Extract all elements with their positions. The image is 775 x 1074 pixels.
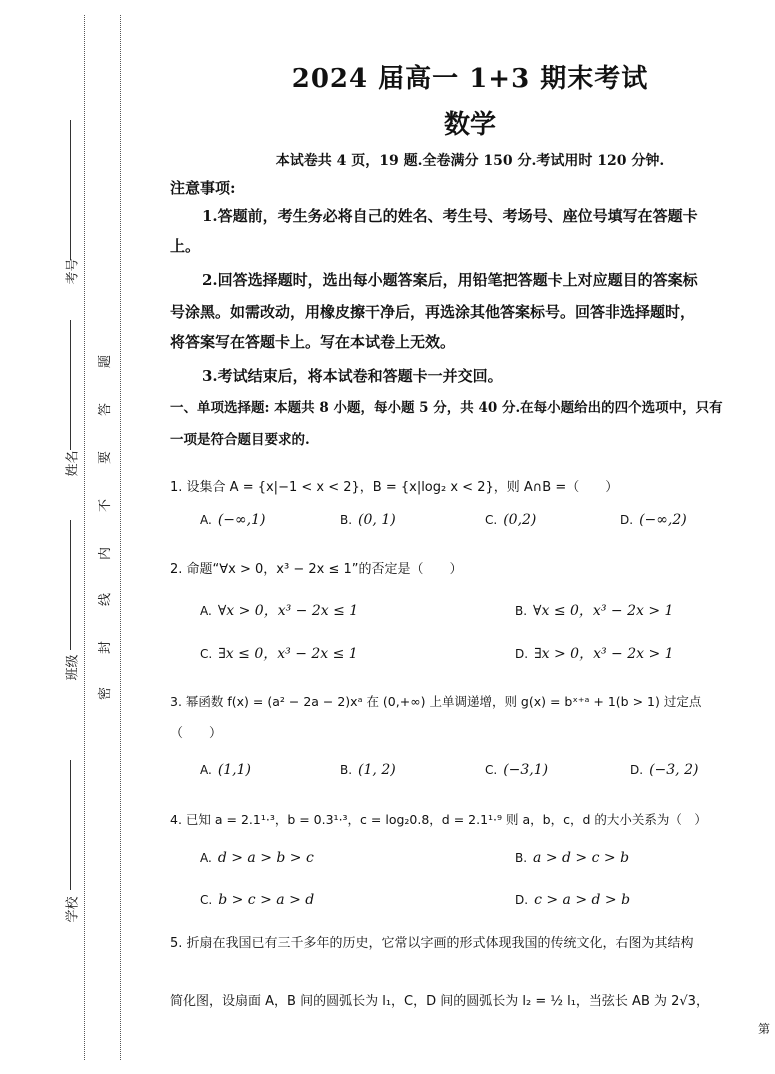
q2-option-b: B. ∀x ≤ 0，x³ − 2x > 1 — [515, 603, 674, 619]
q3-stem: 3. 幂函数 f(x) = (a² − 2a − 2)xᵃ 在 (0,+∞) 上单调递增，则 g(x) = bˣ⁺ᵃ + 1(b > 1) 过定点 — [170, 694, 702, 709]
q2-option-a: A. ∀x > 0，x³ − 2x ≤ 1 — [200, 603, 359, 619]
q3-option-b: B. (1, 2) — [340, 762, 396, 778]
q3-option-d: D. (−3, 2) — [630, 762, 699, 778]
note-2a: 2.回答选择题时，选出每小题答案后，用铅笔把答题卡上对应题目的答案标 — [202, 271, 698, 289]
q4-stem: 4. 已知 a = 2.1¹·³，b = 0.3¹·³，c = log₂0.8，d = 2.1¹·⁹ 则 a，b，c，d 的大小关系为（ ） — [170, 812, 707, 827]
section1-line2: 一项是符合题目要求的. — [170, 432, 310, 448]
exam-info: 本试卷共 4 页，19 题.全卷满分 150 分.考试用时 120 分钟. — [275, 153, 665, 169]
seal-char-6: 要 — [98, 450, 114, 465]
section1-line1: 一、单项选择题: 本题共 8 小题，每小题 5 分，共 40 分.在每小题给出的四个选项中，只有 — [170, 400, 723, 416]
q4-option-c: C. b > c > a > d — [200, 892, 315, 908]
notes-heading: 注意事项: — [170, 179, 236, 197]
class-label: 班级 — [65, 654, 81, 681]
q5-line1: 5. 折扇在我国已有三千多年的历史，它常以字画的形式体现我国的传统文化，右图为其结构 — [170, 936, 694, 951]
q3-option-a: A. (1,1) — [200, 762, 252, 778]
seal-char-7: 答 — [98, 402, 114, 417]
name-label: 姓名 — [65, 450, 81, 477]
q5-line2: 简化图，设扇面 A，B 间的圆弧长为 l₁，C，D 间的圆弧长为 l₂ = ½ l₁，当弦长 AB 为 2√3， — [170, 994, 709, 1009]
seal-char-3: 线 — [98, 592, 114, 607]
seal-char-1: 密 — [98, 686, 114, 701]
exam-no-label: 考号 — [65, 258, 81, 285]
q4-option-a: A. d > a > b > c — [200, 850, 314, 866]
q1-option-d: D. (−∞,2) — [620, 512, 687, 528]
school-label: 学校 — [65, 896, 81, 923]
q3-option-c: C. (−3,1) — [485, 762, 549, 778]
note-1b: 上。 — [170, 237, 201, 255]
note-1a: 1.答题前，考生务必将自己的姓名、考生号、考场号、座位号填写在答题卡 — [202, 207, 698, 225]
q3-stem-2: （ ） — [170, 726, 223, 741]
note-3: 3.考试结束后，将本试卷和答题卡一并交回。 — [202, 367, 503, 385]
note-2b: 号涂黑。如需改动，用橡皮擦干净后，再选涂其他答案标号。回答非选择题时， — [170, 303, 696, 321]
name-line — [70, 320, 71, 450]
seal-char-5: 不 — [98, 498, 114, 513]
q4-option-b: B. a > d > c > b — [515, 850, 630, 866]
q2-stem: 2. 命题“∀x > 0，x³ − 2x ≤ 1”的否定是（ ） — [170, 562, 463, 577]
inner-dotted-line — [120, 15, 121, 1060]
exam-subject: 数学 — [443, 110, 496, 140]
seal-char-2: 封 — [98, 640, 114, 655]
q4-option-d: D. c > a > d > b — [515, 892, 631, 908]
q1-stem: 1. 设集合 A = {x|−1 < x < 2}，B = {x|log₂ x < 2}，则 A∩B =（ ） — [170, 480, 619, 495]
seal-char-4: 内 — [98, 546, 114, 561]
q1-option-b: B. (0, 1) — [340, 512, 396, 528]
school-line — [70, 760, 71, 890]
q1-option-c: C. (0,2) — [485, 512, 537, 528]
class-line — [70, 520, 71, 650]
exam-no-line — [70, 120, 71, 260]
q2-option-d: D. ∃x > 0，x³ − 2x > 1 — [515, 646, 674, 662]
binding-margin — [0, 0, 160, 1074]
seal-char-8: 题 — [98, 354, 114, 369]
page-number: 第 — [757, 1022, 770, 1036]
exam-content — [170, 0, 770, 1074]
q1-option-a: A. (−∞,1) — [200, 512, 266, 528]
exam-title: 2024 届高一 1+3 期末考试 — [291, 64, 649, 94]
note-2c: 将答案写在答题卡上。写在本试卷上无效。 — [170, 333, 456, 351]
outer-dotted-line — [84, 15, 85, 1060]
q2-option-c: C. ∃x ≤ 0，x³ − 2x ≤ 1 — [200, 646, 358, 662]
